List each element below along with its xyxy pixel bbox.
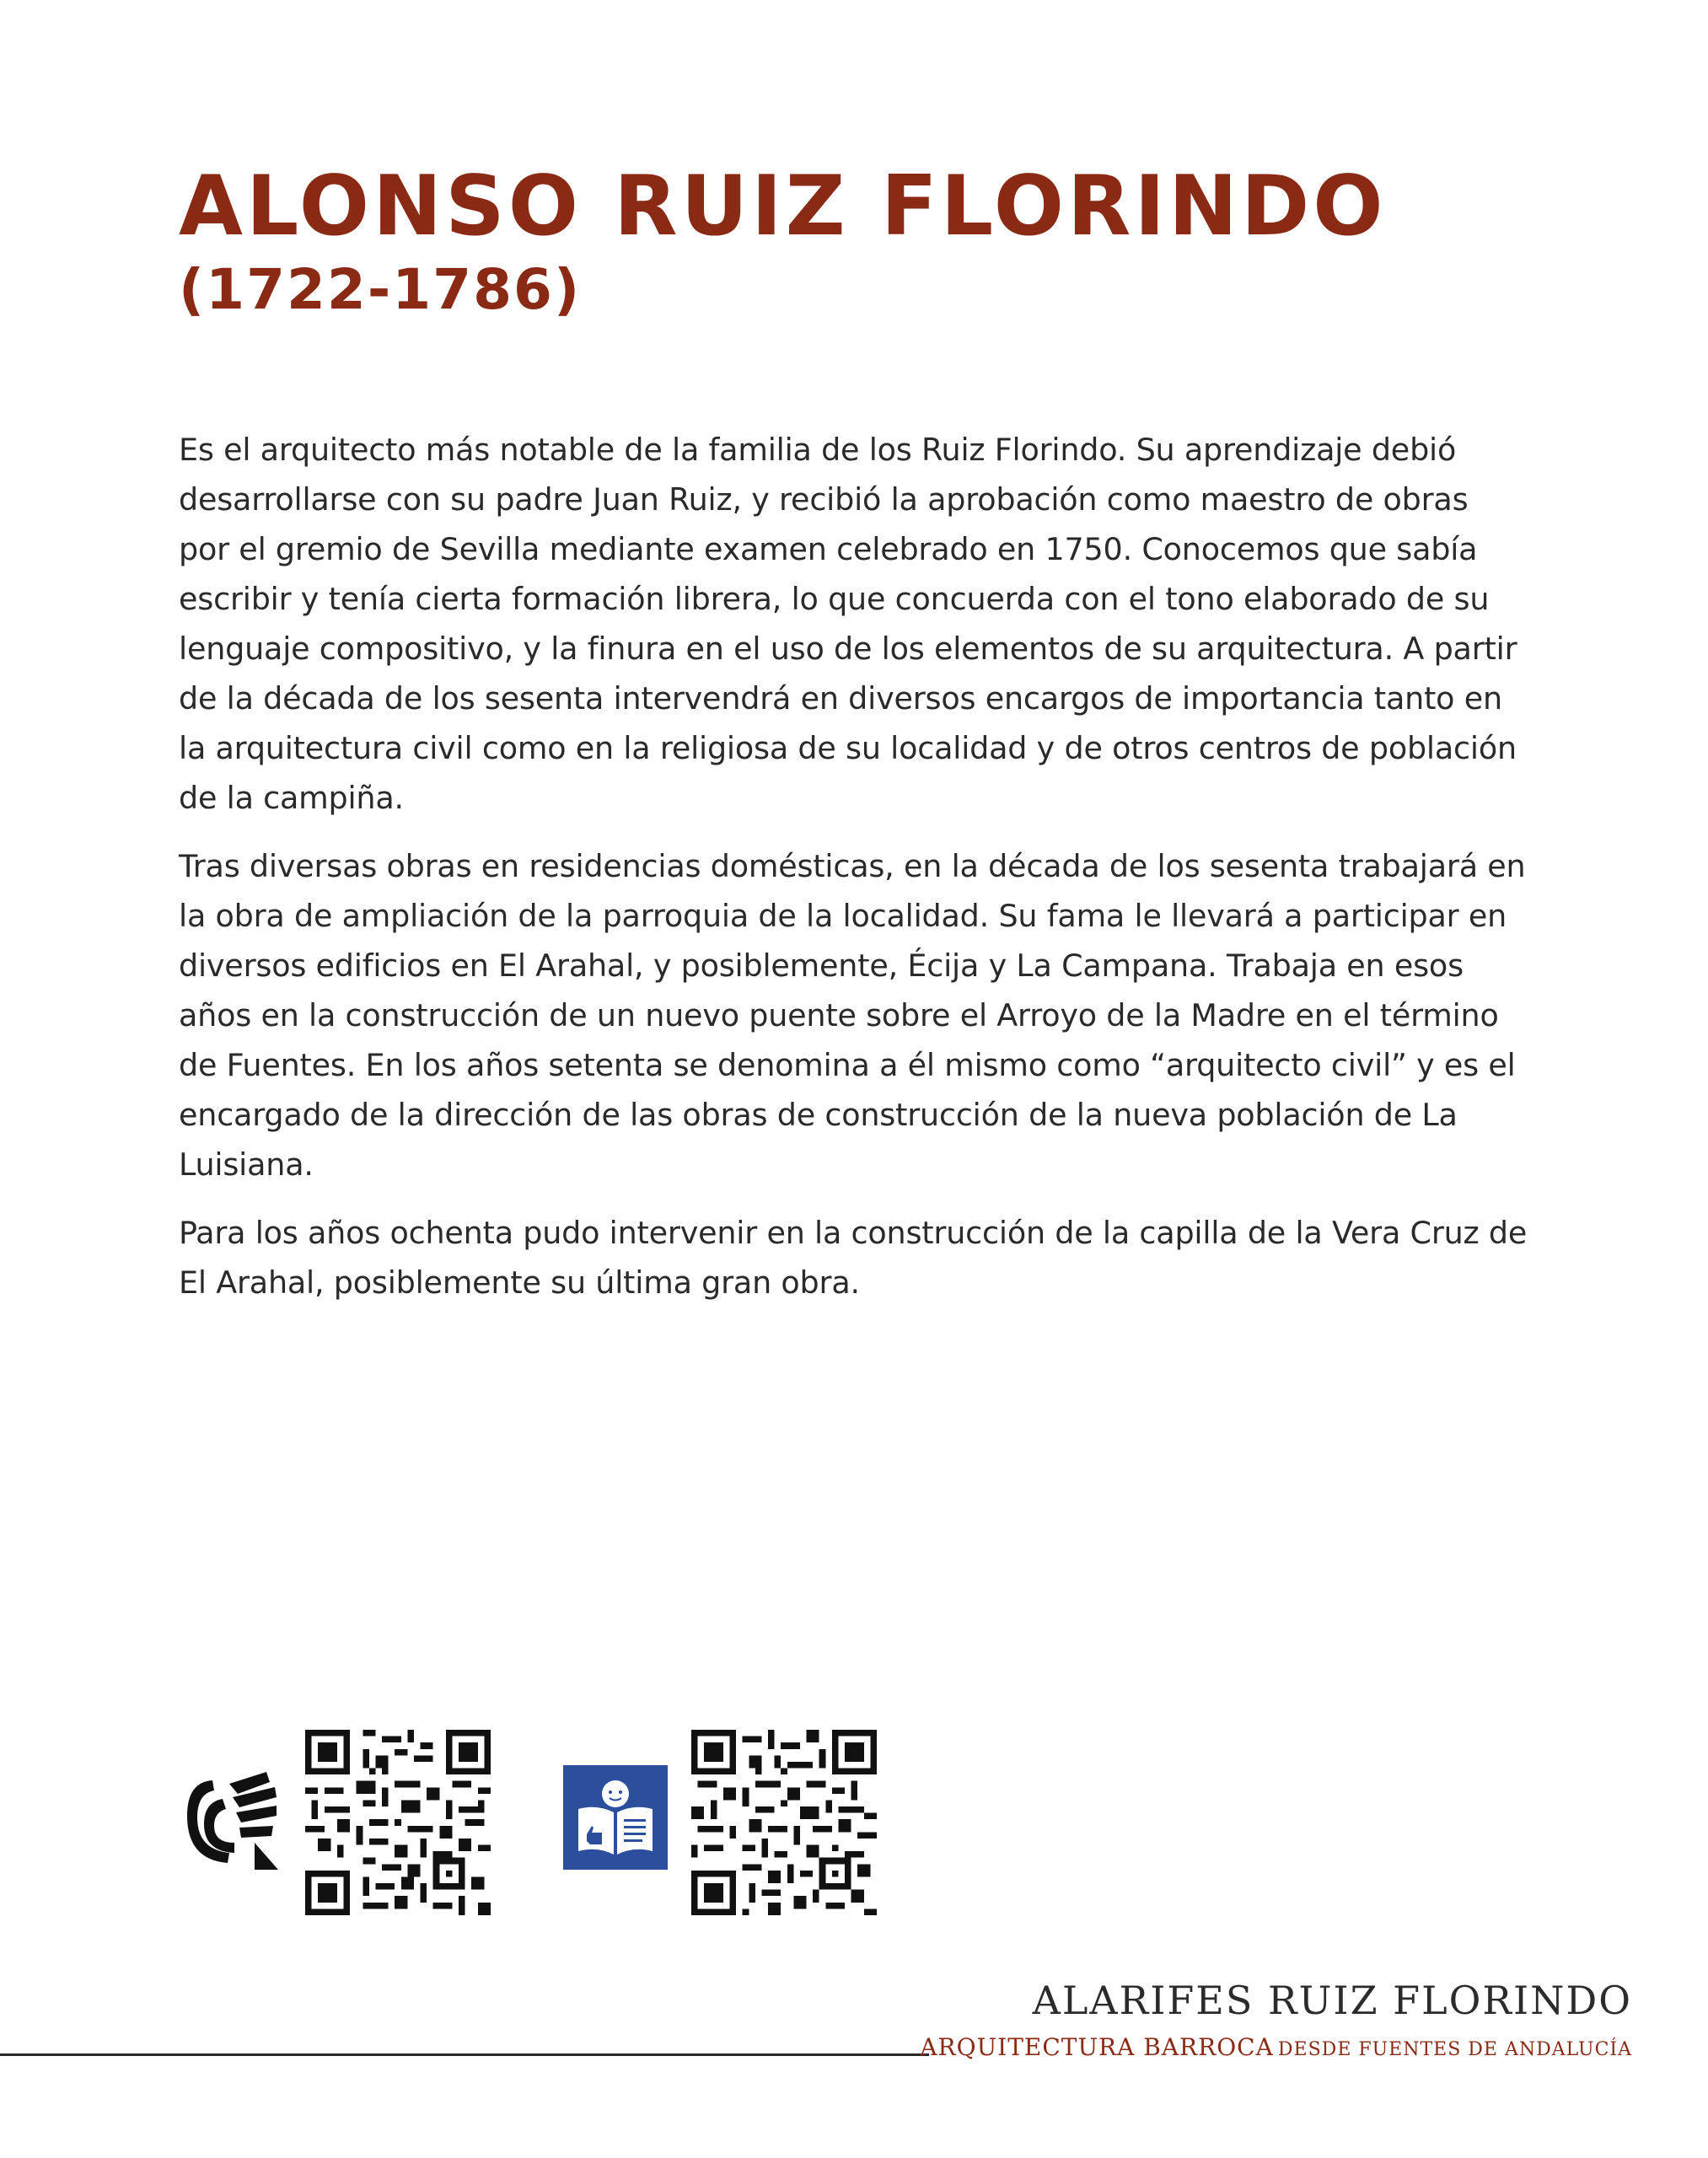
life-dates: (1722-1786) xyxy=(179,257,582,322)
paragraph-2: Tras diversas obras en residencias domésticas, en la década de los sesenta trabajará en la obra de ampliación de la parroquia de la localidad. Su fama le llevará a participar en diversos edificios en El Arahal, y posiblemente, Écija y La Campana. Trabaja en esos años en la construcción de un nuevo puente sobre el Arroyo de la Madre en el término de Fuentes. En los años setenta se denomina a él mismo como “arquitecto civil” y es el encargado de la dirección de las obras de construcción de la nueva población de La Luisiana. xyxy=(179,848,1526,1183)
paragraph-3: Para los años ochenta pudo intervenir en la construcción de la capilla de la Vera Cruz de El Arahal, posiblemente su última gran obra. xyxy=(179,1215,1528,1301)
brand-subtitle xyxy=(920,2035,1632,2061)
paragraph-1: Es el arquitecto más notable de la familia de los Ruiz Florindo. Su aprendizaje debió desarrollarse con su padre Juan Ruiz, y recibió la aprobación como maestro de obras por el gremio de Sevilla mediante examen celebrado en 1750. Conocemos que sabía escribir y tenía cierta formación librera, lo que concuerda con el tono elaborado de su lenguaje compositivo, y la finura en el uso de los elementos de su arquitectura. A partir de la década de los sesenta intervendrá en diversos encargos de importancia tanto en la arquitectura civil como en la religiosa de su localidad y de otros centros de población de la campiña. xyxy=(179,432,1517,816)
qr-code-icon[interactable] xyxy=(691,1730,877,1915)
brand-subtitle-main: ARQUITECTURA BARROCA xyxy=(920,2033,1274,2061)
footer-divider xyxy=(0,2053,929,2056)
sign-language-icon xyxy=(179,1765,283,1870)
brand-title: ALARIFES RUIZ FLORINDO xyxy=(1032,1978,1632,2023)
qr-code-icon[interactable] xyxy=(305,1730,491,1915)
page-title: ALONSO RUIZ FLORINDO xyxy=(179,158,1387,255)
brand-subtitle-rest: DESDE FUENTES DE ANDALUCÍA xyxy=(1277,2039,1632,2060)
easy-read-icon xyxy=(563,1765,668,1870)
biography-text xyxy=(179,425,1528,1326)
